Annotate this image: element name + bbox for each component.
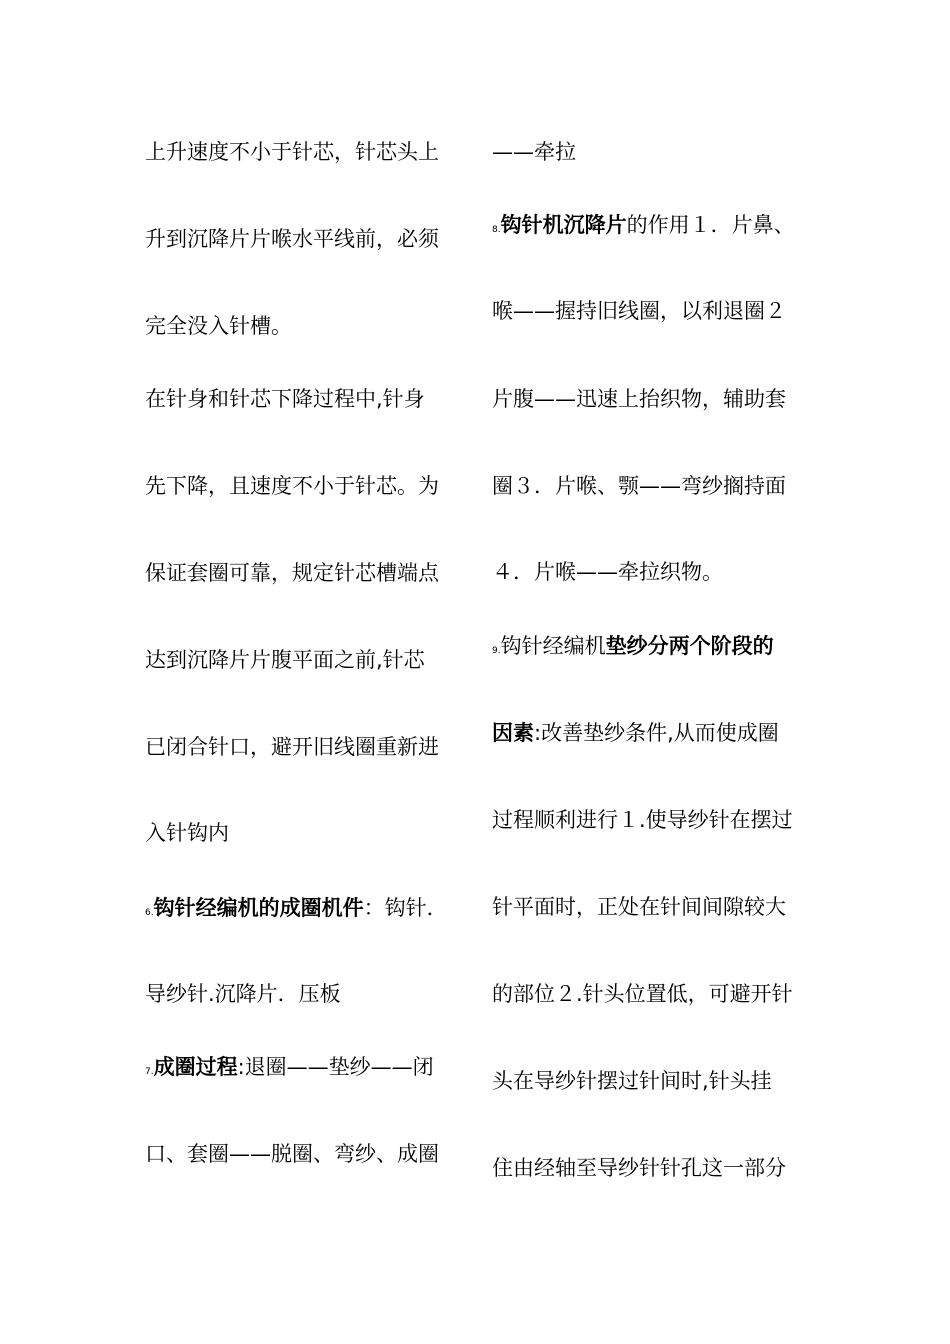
item-text: :退圈——垫纱——闭: [237, 1055, 434, 1079]
item-number: 9.: [492, 646, 501, 656]
item-9-continuation: [492, 718, 779, 748]
item-text: 钩针经编机: [500, 634, 606, 658]
text-line: 入针钩内: [145, 821, 229, 845]
item-term: 钩针机沉降片: [500, 213, 627, 237]
text-line: 头在导纱针摆过针间时,针头挂: [492, 1069, 772, 1093]
text-line: 升到沉降片片喉水平线前，必须: [145, 227, 439, 251]
text-line: 上升速度不小于针芯，针芯头上: [145, 140, 439, 164]
text-line: 圈３．片喉、颚——弯纱搁持面: [492, 474, 786, 498]
text-line: 的部位２.针头位置低，可避开针: [492, 982, 793, 1006]
item-9-heading: [492, 631, 774, 661]
text-line: ４．片喉——牵拉织物。: [492, 560, 723, 584]
text-line: 完全没入针槽。: [145, 314, 292, 338]
item-term: 钩针经编机的成圈机件: [153, 896, 364, 920]
text-line: ——牵拉: [492, 140, 576, 164]
text-line: 过程顺利进行１.使导纱针在摆过: [492, 808, 793, 832]
text-line: 针平面时，正处在针间间隙较大: [492, 895, 786, 919]
text-line: 已闭合针口，避开旧线圈重新进: [145, 735, 439, 759]
text-line: 片腹——迅速上抬织物，辅助套: [492, 387, 786, 411]
text-line: 导纱针.沉降片．压板: [145, 982, 341, 1006]
item-6-heading: [145, 893, 448, 923]
item-term: 垫纱分两个阶段的: [605, 634, 774, 658]
text-line: 喉——握持旧线圈，以利退圈２: [492, 299, 786, 323]
text-line: 保证套圈可靠，规定针芯槽端点: [145, 561, 439, 585]
item-term: 成圈过程: [153, 1055, 238, 1079]
item-text: ：钩针．: [363, 896, 448, 920]
item-text: :改善垫纱条件,从而使成圈: [534, 721, 779, 745]
text-line: 达到沉降片片腹平面之前,针芯: [145, 648, 425, 672]
item-8-heading: [492, 210, 795, 240]
item-term: 因素: [492, 721, 534, 745]
text-line: 住由经轴至导纱针针孔这一部分: [492, 1156, 786, 1180]
item-number: 6.: [145, 908, 154, 918]
item-number: 8.: [492, 225, 501, 235]
text-line: 在针身和针芯下降过程中,针身: [145, 387, 425, 411]
item-text: 的作用１．片鼻、: [626, 213, 795, 237]
text-line: 口、套圈——脱圈、弯纱、成圈: [145, 1142, 439, 1166]
text-line: 先下降，且速度不小于针芯。为: [145, 474, 439, 498]
item-7-heading: [145, 1052, 434, 1082]
item-number: 7.: [145, 1067, 154, 1077]
